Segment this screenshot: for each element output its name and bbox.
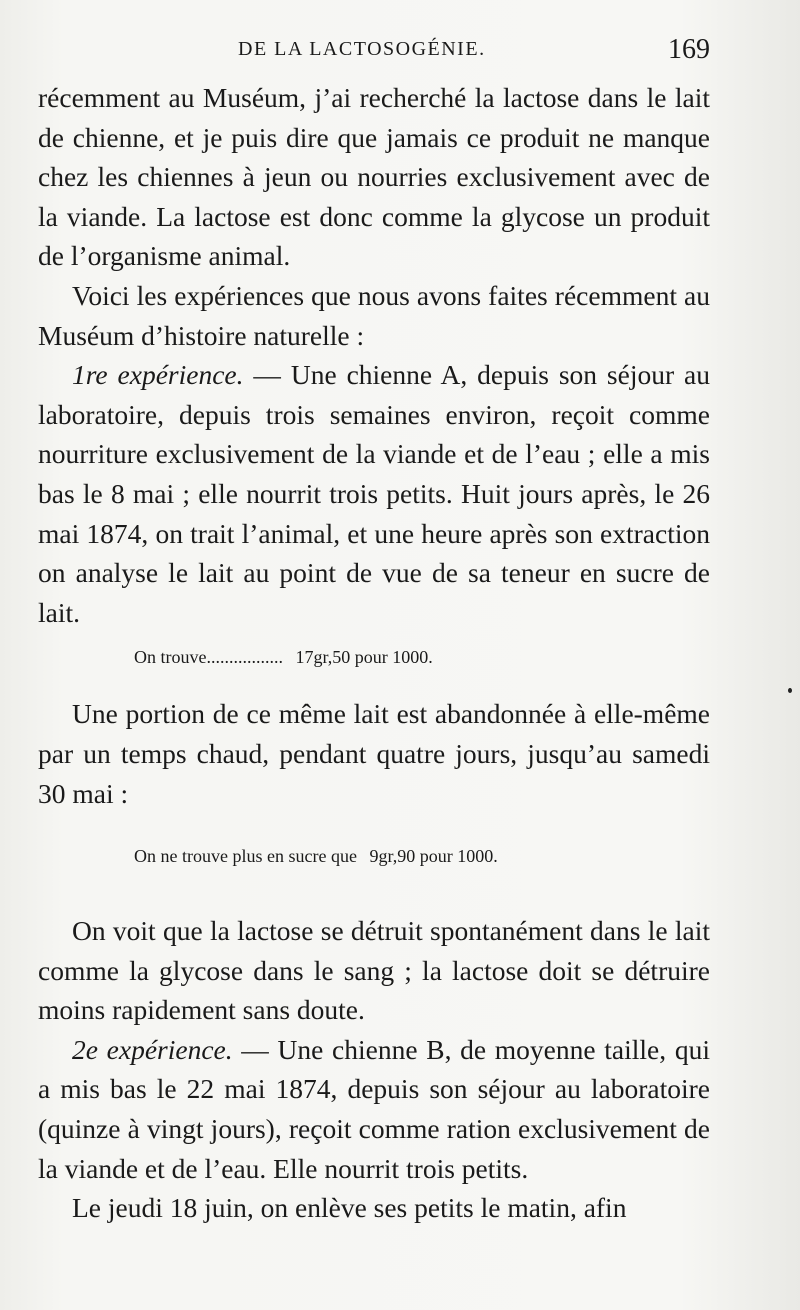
- experiment-label: 2e expérience.: [72, 1033, 233, 1065]
- running-title: DE LA LACTOSOGÉNIE.: [238, 38, 486, 60]
- paragraph: Une portion de ce même lait est abandonnée à elle-même par un temps chaud, pendant quatre jours, jusqu’au samedi 30 mai :: [38, 698, 710, 809]
- experiment-text: — Une chienne B, de moyenne taille, qui a mis bas le 22 mai 1874, depuis son séjour au laboratoire (quinze à vingt jours), reçoit comme ration exclusivement de la viande et de l’eau. Elle nourrit trois petits.: [38, 1033, 710, 1184]
- experiment-text: — Une chienne A, depuis son séjour au laboratoire, depuis trois semaines environ, reçoit comme nourriture exclusivement de la viande et de l’eau ; elle a mis bas le 8 mai ; elle nourrit trois petits. Huit jours après, le 26 mai 1874, on trait l’animal, et une heure après son extraction on analyse le lait au point de vue de sa teneur en sucre de lait.: [38, 359, 711, 628]
- result-line: [38, 644, 710, 670]
- result-label: On ne trouve plus en sucre que: [134, 846, 357, 867]
- experiment-label: 1re expérience.: [72, 359, 244, 391]
- experiment-paragraph: [38, 355, 710, 632]
- paragraph: Le jeudi 18 juin, on enlève ses petits le matin, afin: [72, 1192, 627, 1224]
- experiment-paragraph: [38, 1030, 710, 1188]
- result-value: 9gr,90 pour 1000.: [369, 846, 498, 867]
- body-text: [38, 78, 710, 1228]
- running-head: [38, 34, 710, 74]
- result-label: On trouve.................: [134, 647, 283, 668]
- result-line: [38, 843, 710, 869]
- result-value: 17gr,50 pour 1000.: [295, 647, 433, 668]
- page-number: 169: [668, 34, 710, 65]
- paragraph: Voici les expériences que nous avons faites récemment au Muséum d’histoire naturelle :: [38, 279, 710, 351]
- ink-spot: [788, 688, 792, 693]
- paragraph: On voit que la lactose se détruit spontanément dans le lait comme la glycose dans le sang ; la lactose doit se détruire moins rapidement sans doute.: [38, 915, 710, 1026]
- paragraph: récemment au Muséum, j’ai recherché la lactose dans le lait de chienne, et je puis dire que jamais ce produit ne manque chez les chiennes à jeun ou nourries exclusivement avec de la viande. La lactose est donc comme la glycose un produit de l’organisme animal.: [38, 82, 710, 272]
